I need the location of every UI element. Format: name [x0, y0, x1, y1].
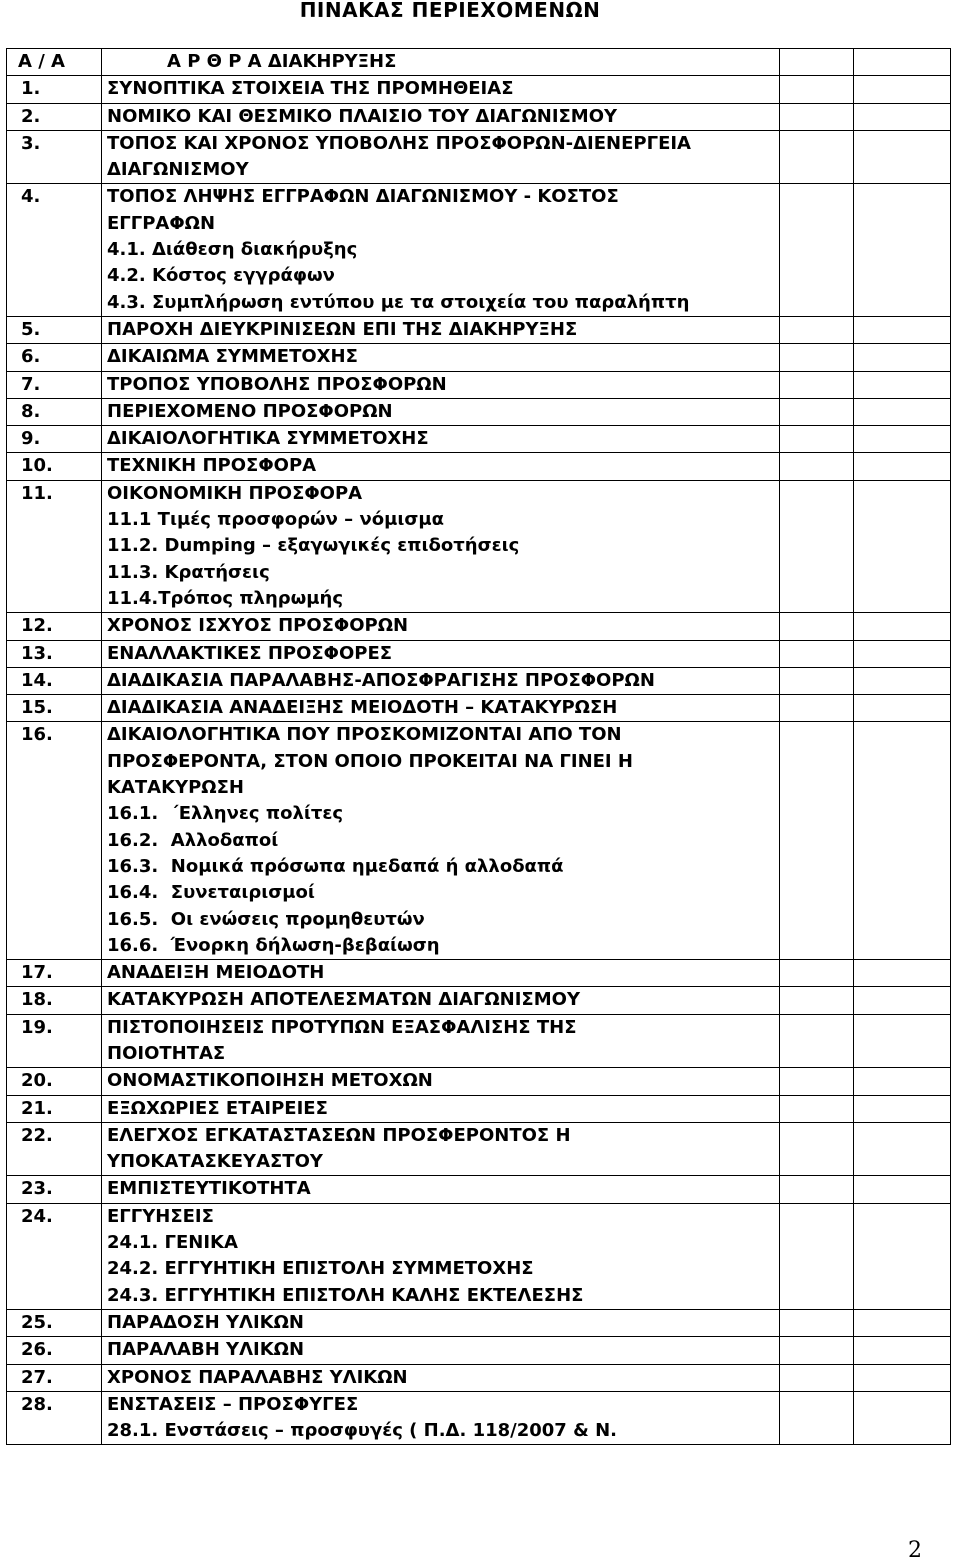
toc-row-blank-2 — [854, 1176, 951, 1203]
toc-row-number: 24. — [7, 1203, 102, 1309]
toc-line: ΔΙΑΔΙΚΑΣΙΑ ΑΝΑΔΕΙΞΗΣ ΜΕΙΟΔΟΤΗ – ΚΑΤΑΚΥΡΩΣΗ — [107, 697, 618, 719]
toc-row-title — [102, 1014, 780, 1068]
toc-line: ΠΟΙΟΤΗΤΑΣ — [107, 1042, 226, 1064]
toc-row-blank-1 — [780, 1364, 854, 1391]
toc-row-title — [102, 1203, 780, 1309]
toc-line: ΤΟΠΟΣ ΚΑΙ ΧΡΟΝΟΣ ΥΠΟΒΟΛΗΣ ΠΡΟΣΦΟΡΩΝ-ΔΙΕΝΕΡΓΕΙΑ — [107, 132, 691, 154]
toc-row-blank-2 — [854, 184, 951, 316]
toc-row — [7, 344, 951, 371]
toc-line: ΧΡΟΝΟΣ ΠΑΡΑΛΑΒΗΣ ΥΛΙΚΩΝ — [107, 1366, 408, 1388]
toc-row-number: 18. — [7, 987, 102, 1014]
toc-row-title — [102, 1337, 780, 1364]
toc-row-number: 2. — [7, 103, 102, 130]
toc-row-blank-1 — [780, 987, 854, 1014]
toc-line: 4.3. Συμπλήρωση εντύπου με τα στοιχεία του παραλήπτη — [107, 291, 690, 313]
toc-row — [7, 130, 951, 184]
toc-row-number: 5. — [7, 316, 102, 343]
toc-line: ΟΝΟΜΑΣΤΙΚΟΠΟΙΗΣΗ ΜΕΤΟΧΩΝ — [107, 1070, 433, 1092]
toc-line: 11.4.Τρόπος πληρωμής — [107, 587, 344, 609]
toc-line: 16.3. Νομικά πρόσωπα ημεδαπά ή αλλοδαπά — [107, 855, 564, 877]
toc-line: ΤΕΧΝΙΚΗ ΠΡΟΣΦΟΡΑ — [107, 455, 317, 477]
toc-row — [7, 1014, 951, 1068]
toc-row-number: 6. — [7, 344, 102, 371]
toc-row-title — [102, 667, 780, 694]
toc-row-blank-1 — [780, 722, 854, 960]
page-title-text: ΠΙΝΑΚΑΣ ΠΕΡΙΕΧΟΜΕΝΩΝ — [299, 0, 601, 22]
toc-row-blank-2 — [854, 987, 951, 1014]
toc-row-number: 17. — [7, 960, 102, 987]
toc-line: ΕΛΕΓΧΟΣ ΕΓΚΑΤΑΣΤΑΣΕΩΝ ΠΡΟΣΦΕΡΟΝΤΟΣ Η — [107, 1124, 571, 1146]
header-aa — [7, 49, 102, 76]
toc-row-number: 27. — [7, 1364, 102, 1391]
toc-row-number: 19. — [7, 1014, 102, 1068]
toc-line: ΔΙΑΔΙΚΑΣΙΑ ΠΑΡΑΛΑΒΗΣ-ΑΠΟΣΦΡΑΓΙΣΗΣ ΠΡΟΣΦΟΡΩΝ — [107, 669, 655, 691]
header-blank-1 — [780, 49, 854, 76]
toc-row-blank-1 — [780, 613, 854, 640]
toc-row — [7, 316, 951, 343]
toc-line: ΧΡΟΝΟΣ ΙΣΧΥΟΣ ΠΡΟΣΦΟΡΩΝ — [107, 615, 409, 637]
toc-line: ΚΑΤΑΚΥΡΩΣΗ — [107, 777, 244, 799]
toc-row-blank-2 — [854, 1337, 951, 1364]
toc-row-title — [102, 1068, 780, 1095]
toc-row-title — [102, 76, 780, 103]
toc-line: ΕΜΠΙΣΤΕΥΤΙΚΟΤΗΤΑ — [107, 1178, 311, 1200]
toc-line: ΤΟΠΟΣ ΛΗΨΗΣ ΕΓΓΡΑΦΩΝ ΔΙΑΓΩΝΙΣΜΟΥ - ΚΟΣΤΟΣ — [107, 186, 619, 208]
toc-row-number: 25. — [7, 1309, 102, 1336]
toc-row-number: 11. — [7, 480, 102, 612]
toc-row-title — [102, 1364, 780, 1391]
toc-row — [7, 76, 951, 103]
toc-line: 4.2. Κόστος εγγράφων — [107, 265, 335, 287]
toc-line: ΔΙΚΑΙΟΛΟΓΗΤΙΚΑ ΠΟΥ ΠΡΟΣΚΟΜΙΖΟΝΤΑΙ ΑΠΟ ΤΟΝ — [107, 724, 622, 746]
toc-row-title — [102, 103, 780, 130]
toc-row-number: 14. — [7, 667, 102, 694]
toc-line: ΠΑΡΑΔΟΣΗ ΥΛΙΚΩΝ — [107, 1311, 304, 1333]
toc-row — [7, 613, 951, 640]
toc-row-number: 15. — [7, 695, 102, 722]
toc-row-blank-2 — [854, 1122, 951, 1176]
toc-row-title — [102, 453, 780, 480]
toc-row-blank-1 — [780, 480, 854, 612]
toc-row-blank-1 — [780, 1122, 854, 1176]
toc-line: ΠΑΡΟΧΗ ΔΙΕΥΚΡΙΝΙΣΕΩΝ ΕΠΙ ΤΗΣ ΔΙΑΚΗΡΥΞΗΣ — [107, 318, 578, 340]
toc-row-blank-1 — [780, 1095, 854, 1122]
toc-row-blank-2 — [854, 453, 951, 480]
toc-row-title — [102, 184, 780, 316]
toc-line: ΝΟΜΙΚΟ ΚΑΙ ΘΕΣΜΙΚΟ ΠΛΑΙΣΙΟ ΤΟΥ ΔΙΑΓΩΝΙΣΜΟΥ — [107, 105, 618, 127]
toc-row-blank-1 — [780, 344, 854, 371]
toc-row-blank-2 — [854, 76, 951, 103]
toc-line: ΕΝΑΛΛΑΚΤΙΚΕΣ ΠΡΟΣΦΟΡΕΣ — [107, 642, 393, 664]
toc-line: ΑΝΑΔΕΙΞΗ ΜΕΙΟΔΟΤΗ — [107, 962, 325, 984]
toc-row-blank-2 — [854, 613, 951, 640]
toc-row-number: 13. — [7, 640, 102, 667]
toc-row-blank-1 — [780, 453, 854, 480]
header-articles — [102, 49, 780, 76]
toc-row-number: 9. — [7, 426, 102, 453]
toc-row — [7, 1122, 951, 1176]
toc-line: 16.2. Αλλοδαποί — [107, 829, 279, 851]
toc-row-blank-1 — [780, 1203, 854, 1309]
toc-row-blank-1 — [780, 695, 854, 722]
toc-row-blank-1 — [780, 960, 854, 987]
toc-row — [7, 667, 951, 694]
toc-row-number: 10. — [7, 453, 102, 480]
toc-row-blank-2 — [854, 398, 951, 425]
toc-row-blank-2 — [854, 960, 951, 987]
toc-row-blank-1 — [780, 426, 854, 453]
toc-line: ΠΕΡΙΕΧΟΜΕΝΟ ΠΡΟΣΦΟΡΩΝ — [107, 400, 393, 422]
toc-row-blank-2 — [854, 1068, 951, 1095]
toc-line: ΠΑΡΑΛΑΒΗ ΥΛΙΚΩΝ — [107, 1339, 305, 1361]
toc-line: 24.2. ΕΓΓΥΗΤΙΚΗ ΕΠΙΣΤΟΛΗ ΣΥΜΜΕΤΟΧΗΣ — [107, 1258, 534, 1280]
toc-row-blank-2 — [854, 1203, 951, 1309]
toc-row — [7, 1176, 951, 1203]
toc-row — [7, 371, 951, 398]
toc-row-blank-2 — [854, 426, 951, 453]
toc-row — [7, 695, 951, 722]
toc-row-blank-1 — [780, 640, 854, 667]
toc-header-row — [7, 49, 951, 76]
toc-row-blank-1 — [780, 76, 854, 103]
toc-row-blank-2 — [854, 695, 951, 722]
toc-line: ΔΙΚΑΙΟΛΟΓΗΤΙΚΑ ΣΥΜΜΕΤΟΧΗΣ — [107, 428, 429, 450]
toc-row — [7, 426, 951, 453]
toc-row-title — [102, 960, 780, 987]
toc-row-number: 4. — [7, 184, 102, 316]
toc-line: ΚΑΤΑΚΥΡΩΣΗ ΑΠΟΤΕΛΕΣΜΑΤΩΝ ΔΙΑΓΩΝΙΣΜΟΥ — [107, 989, 580, 1011]
toc-line: ΔΙΑΓΩΝΙΣΜΟΥ — [107, 159, 249, 181]
toc-line: 11.3. Κρατήσεις — [107, 561, 270, 583]
toc-line: 16.5. Οι ενώσεις προμηθευτών — [107, 908, 425, 930]
toc-line: 16.4. Συνεταιρισμοί — [107, 882, 315, 904]
toc-row-title — [102, 426, 780, 453]
toc-row-blank-2 — [854, 1309, 951, 1336]
toc-row-blank-1 — [780, 1391, 854, 1445]
toc-table — [6, 48, 951, 1445]
toc-row-title — [102, 398, 780, 425]
toc-row-blank-2 — [854, 1391, 951, 1445]
toc-row-title — [102, 1122, 780, 1176]
toc-row-number: 12. — [7, 613, 102, 640]
toc-row-title — [102, 613, 780, 640]
toc-row-blank-2 — [854, 103, 951, 130]
toc-line: ΠΡΟΣΦΕΡΟΝΤΑ, ΣΤΟΝ ΟΠΟΙΟ ΠΡΟΚΕΙΤΑΙ ΝΑ ΓΙΝΕΙ Η — [107, 750, 633, 772]
toc-row-blank-1 — [780, 316, 854, 343]
toc-line: ΕΝΣΤΑΣΕΙΣ – ΠΡΟΣΦΥΓΕΣ — [107, 1393, 359, 1415]
toc-row — [7, 722, 951, 960]
toc-line: 28.1. Ενστάσεις – προσφυγές ( Π.Δ. 118/2007 & Ν. — [107, 1420, 617, 1442]
toc-row — [7, 1309, 951, 1336]
toc-line: 4.1. Διάθεση διακήρυξης — [107, 239, 358, 261]
toc-row — [7, 103, 951, 130]
toc-row-blank-2 — [854, 667, 951, 694]
toc-row-number: 3. — [7, 130, 102, 184]
toc-line: ΥΠΟΚΑΤΑΣΚΕΥΑΣΤΟΥ — [107, 1151, 323, 1173]
toc-line: 16.1. ΄Ελληνες πολίτες — [107, 803, 344, 825]
toc-row-blank-2 — [854, 1014, 951, 1068]
toc-line: 24.1. ΓΕΝΙΚΑ — [107, 1232, 238, 1254]
toc-line: ΔΙΚΑΙΩΜΑ ΣΥΜΜΕΤΟΧΗΣ — [107, 346, 358, 368]
toc-row-blank-1 — [780, 103, 854, 130]
toc-row — [7, 1068, 951, 1095]
toc-row-number: 22. — [7, 1122, 102, 1176]
toc-row-blank-1 — [780, 1176, 854, 1203]
toc-row-blank-1 — [780, 371, 854, 398]
toc-row-title — [102, 344, 780, 371]
toc-row — [7, 1095, 951, 1122]
header-blank-2 — [854, 49, 951, 76]
toc-row-number: 23. — [7, 1176, 102, 1203]
toc-row — [7, 960, 951, 987]
toc-row — [7, 1364, 951, 1391]
toc-row-number: 20. — [7, 1068, 102, 1095]
toc-line: ΕΓΓΥΗΣΕΙΣ — [107, 1205, 214, 1227]
toc-row-blank-2 — [854, 344, 951, 371]
toc-row-blank-1 — [780, 667, 854, 694]
toc-row — [7, 1391, 951, 1445]
toc-row-number: 7. — [7, 371, 102, 398]
toc-row — [7, 987, 951, 1014]
toc-row-blank-2 — [854, 1095, 951, 1122]
toc-line: ΟΙΚΟΝΟΜΙΚΗ ΠΡΟΣΦΟΡΑ — [107, 482, 363, 504]
toc-row-title — [102, 371, 780, 398]
toc-line: 11.2. Dumping – εξαγωγικές επιδοτήσεις — [107, 535, 520, 557]
toc-row — [7, 184, 951, 316]
toc-row — [7, 1337, 951, 1364]
toc-line: 11.1 Τιμές προσφορών – νόμισμα — [107, 509, 444, 531]
toc-row-number: 1. — [7, 76, 102, 103]
toc-row — [7, 1203, 951, 1309]
toc-row-number: 21. — [7, 1095, 102, 1122]
toc-row-title — [102, 987, 780, 1014]
toc-row-blank-1 — [780, 1309, 854, 1336]
toc-line: 16.6. Ένορκη δήλωση-βεβαίωση — [107, 934, 440, 956]
toc-row-title — [102, 480, 780, 612]
toc-row-title — [102, 722, 780, 960]
toc-line: ΠΙΣΤΟΠΟΙΗΣΕΙΣ ΠΡΟΤΥΠΩΝ ΕΞΑΣΦΑΛΙΣΗΣ ΤΗΣ — [107, 1016, 577, 1038]
toc-line: ΤΡΟΠΟΣ ΥΠΟΒΟΛΗΣ ΠΡΟΣΦΟΡΩΝ — [107, 373, 447, 395]
toc-row-title — [102, 130, 780, 184]
page-title — [0, 0, 960, 20]
toc-line: ΣΥΝΟΠΤΙΚΑ ΣΤΟΙΧΕΙΑ ΤΗΣ ΠΡΟΜΗΘΕΙΑΣ — [107, 78, 514, 100]
toc-row-blank-2 — [854, 1364, 951, 1391]
toc-row — [7, 453, 951, 480]
toc-row-title — [102, 316, 780, 343]
toc-line: 24.3. ΕΓΓΥΗΤΙΚΗ ΕΠΙΣΤΟΛΗ ΚΑΛΗΣ ΕΚΤΕΛΕΣΗΣ — [107, 1284, 584, 1306]
toc-row-blank-1 — [780, 1014, 854, 1068]
toc-row-title — [102, 1095, 780, 1122]
header-aa-label: Α / Α — [18, 51, 65, 72]
toc-row-blank-1 — [780, 130, 854, 184]
toc-line: ΕΓΓΡΑΦΩΝ — [107, 212, 216, 234]
toc-row-blank-1 — [780, 398, 854, 425]
toc-row-number: 8. — [7, 398, 102, 425]
toc-row-blank-1 — [780, 1068, 854, 1095]
toc-row-blank-1 — [780, 184, 854, 316]
header-articles-label: Α Ρ Θ Ρ Α ΔΙΑΚΗΡΥΞΗΣ — [167, 51, 397, 72]
page-number: 2 — [908, 1538, 922, 1563]
toc-row — [7, 640, 951, 667]
toc-row — [7, 398, 951, 425]
toc-row-blank-2 — [854, 722, 951, 960]
toc-row-title — [102, 640, 780, 667]
toc-row-title — [102, 1309, 780, 1336]
toc-row-blank-1 — [780, 1337, 854, 1364]
toc-row-blank-2 — [854, 130, 951, 184]
toc-row-blank-2 — [854, 480, 951, 612]
toc-row-number: 26. — [7, 1337, 102, 1364]
toc-row — [7, 480, 951, 612]
toc-body — [7, 49, 951, 1445]
toc-row-title — [102, 695, 780, 722]
toc-row-blank-2 — [854, 640, 951, 667]
toc-row-number: 28. — [7, 1391, 102, 1445]
toc-row-number: 16. — [7, 722, 102, 960]
toc-row-title — [102, 1176, 780, 1203]
toc-row-blank-2 — [854, 371, 951, 398]
toc-row-title — [102, 1391, 780, 1445]
toc-line: ΕΞΩΧΩΡΙΕΣ ΕΤΑΙΡΕΙΕΣ — [107, 1097, 328, 1119]
toc-row-blank-2 — [854, 316, 951, 343]
